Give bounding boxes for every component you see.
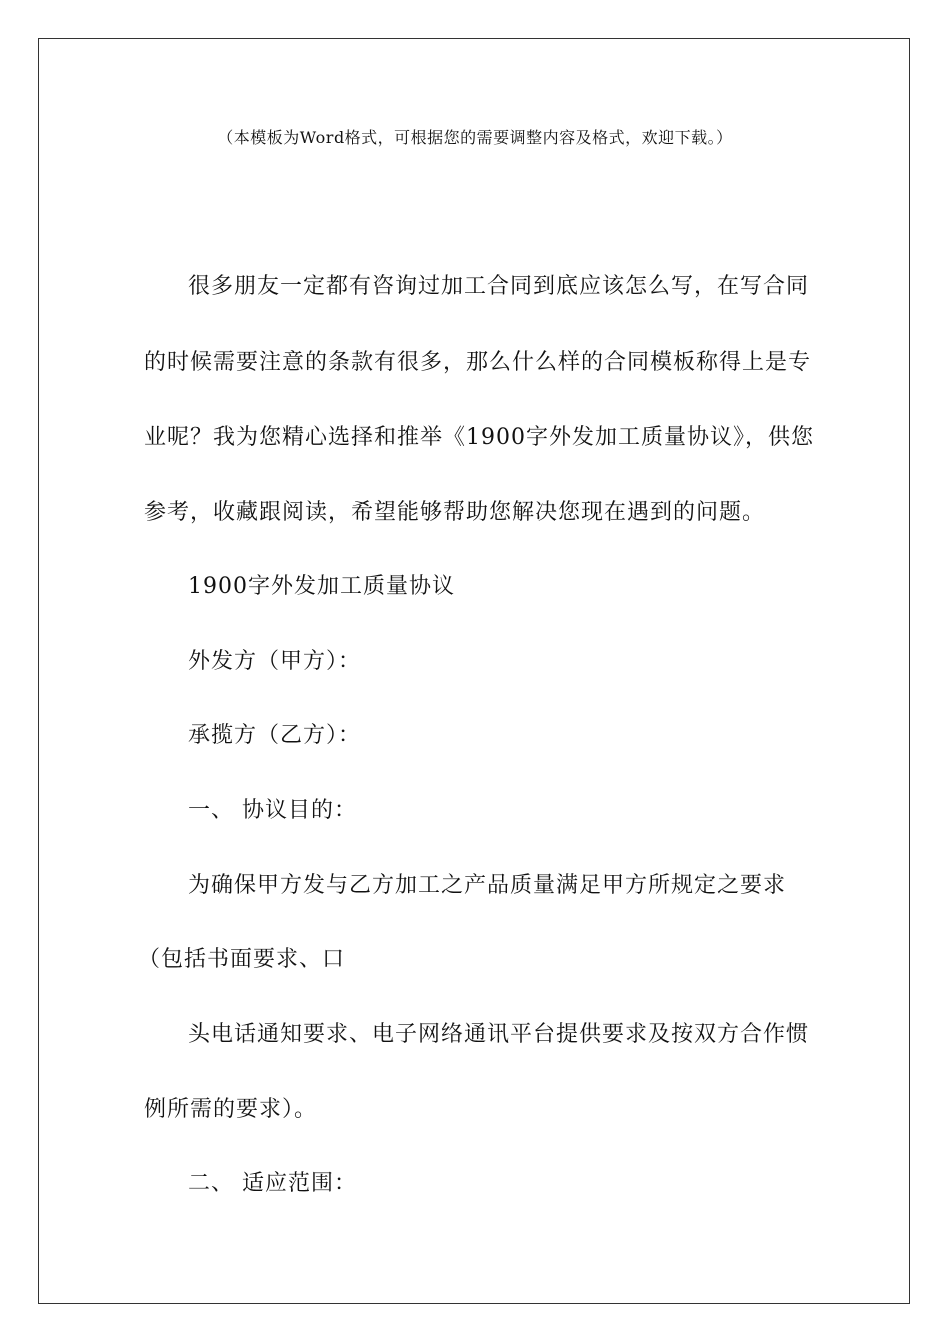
agreement-title: 1900字外发加工质量协议 xyxy=(188,574,455,599)
section-1-line-3: 头电话通知要求、电子网络通讯平台提供要求及按双方合作惯 xyxy=(188,1022,810,1047)
paragraph-line-2: 的时候需要注意的条款有很多，那么什么样的合同模板称得上是专 xyxy=(144,350,812,375)
paragraph-line-1: 很多朋友一定都有咨询过加工合同到底应该怎么写，在写合同 xyxy=(188,274,810,299)
party-a-label: 外发方（甲方）： xyxy=(188,649,362,674)
party-b-label: 承揽方（乙方）： xyxy=(188,723,362,748)
section-1-line-4: 例所需的要求）。 xyxy=(144,1097,318,1122)
paragraph-line-4: 参考，收藏跟阅读，希望能够帮助您解决您现在遇到的问题。 xyxy=(144,500,766,525)
template-note: （本模板为Word格式，可根据您的需要调整内容及格式，欢迎下载。） xyxy=(217,128,733,147)
paragraph-line-3: 业呢？我为您精心选择和推举《1900字外发加工质量协议》，供您 xyxy=(144,425,814,450)
section-1-line-1: 为确保甲方发与乙方加工之产品质量满足甲方所规定之要求 xyxy=(188,873,787,898)
section-1-line-2: （包括书面要求、口 xyxy=(138,947,346,972)
section-2-heading: 二、 适应范围： xyxy=(188,1171,357,1196)
section-1-heading: 一、 协议目的： xyxy=(188,798,357,823)
